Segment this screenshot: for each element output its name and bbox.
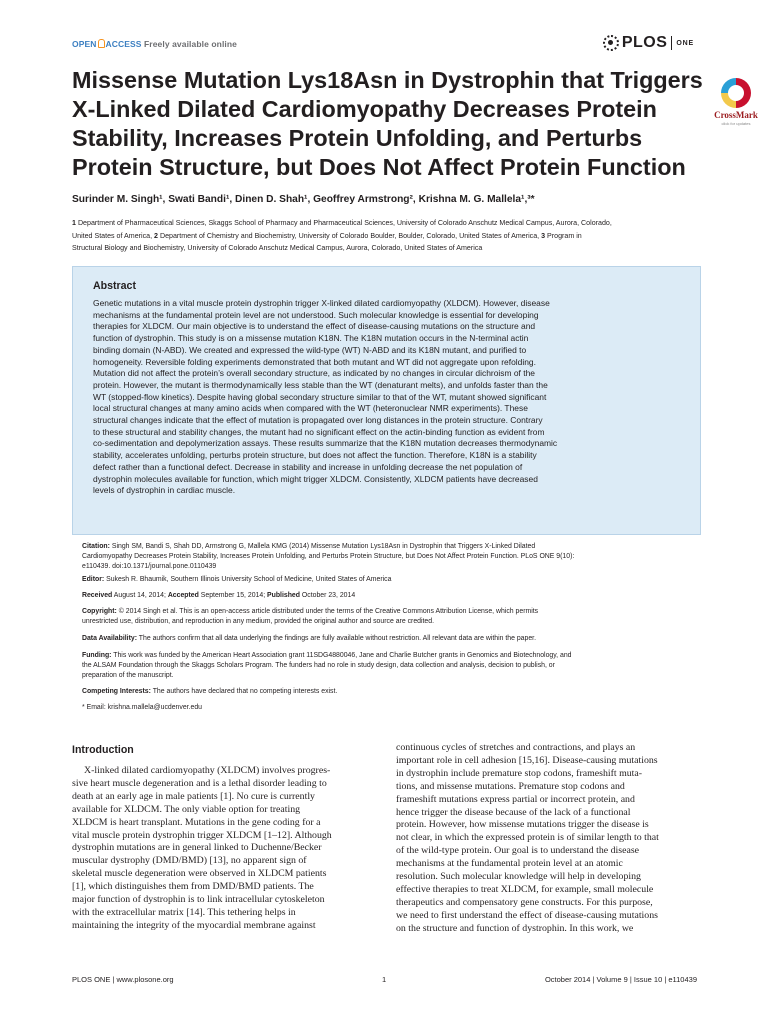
title-line: Missense Mutation Lys18Asn in Dystrophin that Triggers	[72, 67, 703, 93]
affiliations	[72, 217, 700, 255]
body-line: with the extracellular matrix [14]. This tethering helps in	[72, 906, 296, 918]
affiliation-text: Department of Pharmaceutical Sciences, Skaggs School of Pharmacy and Pharmaceutical Sciences, University of Colorado Anschutz Medical Campus, Aurora, Colorado,	[77, 219, 612, 227]
published-date: October 23, 2014	[299, 592, 356, 599]
affiliation-number: 2	[154, 231, 158, 240]
abstract-line: homogeneity. Reversible folding experiments demonstrated that both mutant and WT did not aggregate upon refolding.	[93, 356, 536, 367]
data-availability-text: The authors confirm that all data underlying the findings are fully available without restriction. All relevant data are within the paper.	[137, 635, 537, 642]
abstract-line: protein. However, the mutant is thermodynamically less stable than the WT (denaturant melts), and unfolds faster than the	[93, 379, 548, 390]
competing-interests-text: The authors have declared that no competing interests exist.	[150, 688, 338, 695]
one-wordmark: ONE	[676, 39, 694, 47]
copyright-text: unrestricted use, distribution, and reproduction in any medium, provided the original author and source are credited.	[82, 617, 435, 625]
abstract-box	[72, 266, 701, 535]
abstract-line: stability, accelerates unfolding, perturbs protein structure, but does not affect the function. Therefore, K18N is a stability	[93, 450, 537, 461]
published-label: Published	[267, 592, 300, 599]
abstract-line: defect rather than a functional defect. Decrease in stability and increase in unfolding decrease the net population of	[93, 461, 523, 472]
footer-journal-url[interactable]: PLOS ONE | www.plosone.org	[72, 975, 174, 984]
data-availability-label: Data Availability:	[82, 635, 138, 642]
body-line: in dystrophin include premature stop codons, frameshift muta-	[396, 767, 643, 779]
abstract-line: binding domain (N-ABD). We created and expressed the wild-type (WT) N-ABD and its K18N mutant, and purified to	[93, 344, 527, 355]
abstract-line: co-sedimentation and depolymerization assays. These results summarize that the K18N mutation decreases thermodynamic	[93, 438, 558, 449]
funding-text: This work was funded by the American Heart Association grant 11SDG4880046, Jane and Charlie Butcher grants in Genomics and Biotechnology, and	[111, 652, 572, 659]
citation-block	[82, 542, 694, 571]
abstract-heading: Abstract	[93, 280, 136, 292]
citation-text: Singh SM, Bandi S, Shah DD, Armstrong G, Mallela KMG (2014) Missense Mutation Lys18Asn in Dystrophin that Triggers X-Linked Dilated	[109, 543, 536, 550]
affiliation-text: Structural Biology and Biochemistry, University of Colorado Anschutz Medical Campus, Aurora, Colorado, United States of America	[72, 244, 483, 252]
abstract-body	[93, 298, 685, 497]
accepted-date: September 15, 2014;	[198, 592, 268, 599]
body-line: not clear, in which the expressed protein is of similar length to that	[396, 832, 659, 844]
editor-block	[82, 575, 694, 585]
crossmark-label: CrossMark	[714, 110, 758, 120]
crossmark-subtext: click for updates	[721, 121, 751, 126]
funding-label: Funding:	[82, 652, 112, 659]
body-line: dystrophin mutations are in general linked to Duchenne/Becker	[72, 842, 322, 854]
access-text: ACCESS	[105, 39, 142, 49]
abstract-line: WT (stopped-flow kinetics). Despite having global secondary structure similar to that of the WT, mutant showed significant	[93, 391, 547, 402]
competing-interests-block	[82, 687, 694, 697]
received-label: Received	[82, 592, 113, 599]
corresponding-email[interactable]: * Email: krishna.mallela@ucdenver.edu	[82, 704, 202, 711]
title-line: X-Linked Dilated Cardiomyopathy Decreases Protein	[72, 96, 657, 122]
abstract-line: Mutation did not affect the protein’s overall secondary structure, as indicated by no changes in circular dichroism of the	[93, 368, 535, 379]
dates-block	[82, 591, 694, 601]
affiliation-text: Department of Chemistry and Biochemistry, University of Colorado Boulder, Boulder, Colorado, United States of America,	[159, 231, 542, 240]
body-line: mechanisms at the fundamental protein level at an atomic	[396, 858, 623, 870]
body-line: maintaining the integrity of the myocardial membrane against	[72, 919, 316, 931]
open-access-label	[72, 39, 237, 49]
body-line: frameshift mutations express partial or incorrect protein, and	[396, 793, 635, 805]
journal-header	[72, 36, 696, 56]
affiliation-text: United States of America,	[72, 231, 155, 240]
body-line: tions, and missense mutations. Premature stop codons and	[396, 780, 625, 792]
body-line: therapeutics and compensatory gene constructs. For this purpose,	[396, 896, 653, 908]
body-line: XLDCM is heart transplant. Mutations in the gene coding for a	[72, 816, 321, 828]
abstract-line: dystrophin molecules available for function, which might trigger XLDCM. Consistently, XLDCM patients have decreased	[93, 473, 538, 484]
body-line: skeletal muscle degeneration were observed in XLDCM patients	[72, 868, 327, 880]
body-line: effective therapies to treat XLDCM, for example, small molecule	[396, 883, 654, 895]
article-title	[72, 66, 702, 182]
accepted-label: Accepted	[167, 592, 199, 599]
title-line: Stability, Increases Protein Unfolding, and Perturbs	[72, 125, 643, 151]
open-text: OPEN	[72, 39, 97, 49]
affiliation-number: 1	[72, 219, 76, 227]
introduction-left-column	[72, 765, 372, 933]
citation-text: Cardiomyopathy Decreases Protein Stability, Increases Protein Unfolding, and Perturbs Protein Structure, but Does Not Affect Protein Function. PLoS ONE 9(10):	[82, 552, 575, 560]
body-line: major function of dystrophin is to link intracellular cytoskeleton	[72, 894, 325, 906]
body-line: we need to first understand the effect of disease-causing mutations	[396, 909, 658, 921]
body-line: available for XLDCM. The only viable option for treating	[72, 803, 301, 815]
editor-label: Editor:	[82, 576, 105, 583]
introduction-right-column	[396, 742, 700, 936]
body-line: of the wild-type protein. Our goal is to understand the disease	[396, 845, 640, 857]
funding-block	[82, 651, 694, 680]
body-line: vital muscle protein dystrophin trigger XLDCM [1–12]. Although	[72, 829, 332, 841]
introduction-heading: Introduction	[72, 744, 134, 756]
citation-label: Citation:	[82, 543, 110, 550]
abstract-line: mechanisms at the fundamental protein level are not understood. Such molecular knowledge is essential for developing	[93, 309, 539, 320]
plos-wordmark: PLOS	[621, 34, 668, 51]
open-access-lock-icon	[98, 39, 105, 48]
competing-interests-label: Competing Interests:	[82, 688, 151, 695]
received-date: August 14, 2014;	[112, 592, 168, 599]
body-line: protein. However, how missense mutations trigger the disease is	[396, 819, 649, 831]
author-list: Surinder M. Singh¹, Swati Bandi¹, Dinen D. Shah¹, Geoffrey Armstrong², Krishna M. G. Mallela¹,³*	[72, 194, 535, 205]
abstract-line: levels of dystrophin in cardiac muscle.	[93, 485, 236, 496]
body-line: important role in cell adhesion [15,16]. Disease-causing mutations	[396, 754, 658, 766]
abstract-line: therapies for XLDCM. Our main objective is to understand the effect of disease-causing mutations on the structure and	[93, 321, 536, 332]
body-line: sive heart muscle degeneration and is a lethal disorder leading to	[72, 777, 327, 789]
body-line: X-linked dilated cardiomyopathy (XLDCM) involves progres-	[84, 765, 331, 776]
plos-one-logo[interactable]	[603, 34, 694, 52]
crossmark-badge[interactable]	[712, 78, 760, 126]
abstract-line: Genetic mutations in a vital muscle protein dystrophin trigger X-linked dilated cardiomyopathy (XLDCM). However, disease	[93, 298, 550, 308]
abstract-line: to these structural and stability changes, the mutant had no significant effect on the actin-binding function as evident from	[93, 426, 545, 437]
abstract-line: local structural changes at many amino acids when compared with the WT (heteronuclear NMR experiments). These	[93, 403, 528, 414]
affiliation-text: Program in	[547, 231, 582, 240]
body-line: muscular dystrophy (DMD/BMD) [13], no apparent sign of	[72, 855, 307, 867]
page-number: 1	[382, 975, 387, 984]
title-line: Protein Structure, but Does Not Affect Protein Function	[72, 154, 686, 180]
funding-text: the ALSAM Foundation through the Skaggs Scholars Program. The funders had no role in study design, data collection and analysis, decision to publish, or	[82, 661, 555, 669]
citation-doi[interactable]: e110439. doi:10.1371/journal.pone.0110439	[82, 562, 217, 570]
body-line: death at an early age in male patients [1]. No cure is currently	[72, 790, 315, 802]
email-block	[82, 703, 694, 713]
body-line: [1], which distinguishes them from DMD/BMD patients. The	[72, 881, 314, 893]
freely-available-text: Freely available online	[144, 39, 238, 49]
body-line: continuous cycles of stretches and contractions, and plays an	[396, 742, 636, 753]
copyright-block	[82, 607, 694, 627]
body-line: on the structure and function of dystrophin. In this work, we	[396, 922, 634, 934]
plos-gear-icon	[603, 35, 619, 51]
copyright-text: © 2014 Singh et al. This is an open-access article distributed under the terms of the Creative Commons Attribution License, which permits	[116, 608, 539, 615]
crossmark-icon	[721, 78, 751, 108]
footer-issue-info: October 2014 | Volume 9 | Issue 10 | e110439	[544, 975, 697, 984]
logo-divider	[671, 36, 672, 50]
abstract-line: function of dystrophin. This study is on a missense mutation K18N. The K18N mutation occurs in the N-terminal actin	[93, 333, 529, 344]
funding-text: preparation of the manuscript.	[82, 671, 174, 679]
abstract-line: structural changes indicate that the effect of mutation is propagated over long distances in the protein structure. Contrary	[93, 415, 543, 426]
body-line: resolution. Such molecular knowledge will help in developing	[396, 871, 641, 883]
copyright-label: Copyright:	[82, 608, 117, 615]
body-line: hence trigger the disease because of the lack of a functional	[396, 806, 631, 818]
data-availability-block	[82, 634, 694, 644]
affiliation-number: 3	[541, 231, 546, 240]
editor-text: Sukesh R. Bhaumik, Southern Illinois University School of Medicine, United States of America	[104, 576, 392, 583]
